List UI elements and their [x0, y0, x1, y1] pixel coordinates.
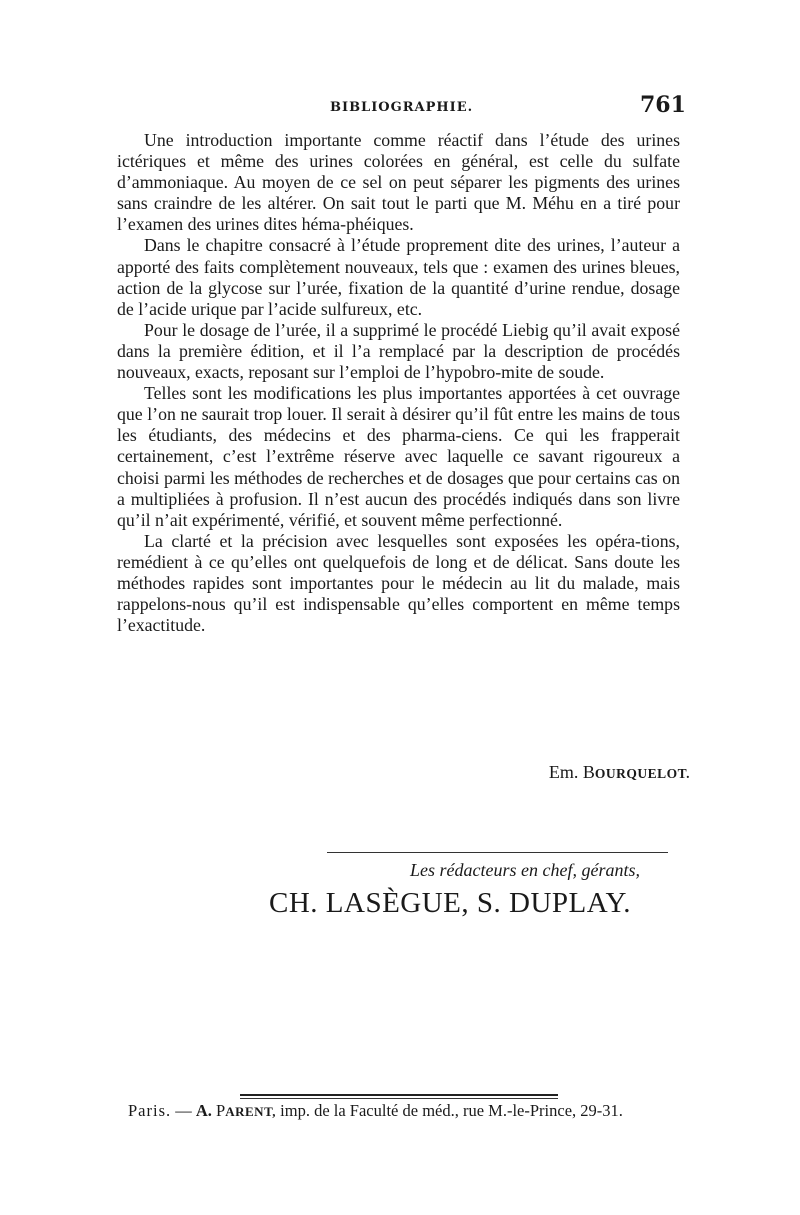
imprint-name-rest: ARENT,: [225, 1104, 277, 1119]
footer-rule-thin: [240, 1098, 558, 1099]
editors-names: CH. LASÈGUE, S. DUPLAY.: [269, 887, 631, 919]
imprint-initial: A.: [195, 1101, 212, 1120]
footer-rule-thick: [240, 1094, 558, 1096]
imprint-details: imp. de la Faculté de méd., rue M.-le-Prince, 29-31.: [280, 1101, 623, 1120]
author-signature: [480, 762, 690, 783]
page-header: [0, 92, 800, 122]
paragraph-1: Une introduction importante comme réactif dans l’étude des urines ictériques et même des urines colorées en général, est celle du sulfate d’ammoniaque. Au moyen de ce sel on peut séparer les pigments des urines sans craindre de les altérer. On sait tout le parti que M. Méhu en a tiré pour l’examen des urines dites héma-phéiques.: [117, 130, 680, 235]
page-number: 761: [640, 92, 686, 118]
imprint-dash: —: [175, 1101, 192, 1120]
signature-rest: OURQUELOT.: [594, 766, 690, 781]
running-title: BIBLIOGRAPHIE.: [330, 100, 474, 115]
review-body: [117, 130, 680, 636]
editors-caption: Les rédacteurs en chef, gérants,: [410, 860, 640, 880]
signature-initial: B: [582, 762, 595, 782]
divider-rule: [327, 852, 668, 853]
paragraph-4: Telles sont les modifications les plus importantes apportées à cet ouvrage que l’on ne saurait trop louer. Il serait à désirer qu’il fût entre les mains de tous les étudiants, des médecins et des pharma-ciens. Ce qui les frapperait certainement, c’est l’extrême réserve avec laquelle ce savant rigoureux a choisi parmi les méthodes de recherches et de dosages que pour certains cas on a multipliées à profusion. Il n’est aucun des procédés indiqués dans son livre qu’il n’ait expérimenté, vérifié, et souvent même perfectionné.: [117, 383, 680, 530]
printer-imprint: [128, 1101, 688, 1121]
imprint-name-first: P: [216, 1101, 226, 1120]
imprint-city: Paris.: [128, 1101, 172, 1120]
paragraph-3: Pour le dosage de l’urée, il a supprimé le procédé Liebig qu’il avait exposé dans la première édition, et il l’a remplacé par la description de procédés nouveaux, exacts, reposant sur l’emploi de l’hypobro-mite de soude.: [117, 319, 680, 383]
signature-prefix: Em.: [548, 762, 579, 782]
paragraph-5: La clarté et la précision avec lesquelles sont exposées les opéra-tions, remédient à ce qu’elles ont quelquefois de long et de délicat. Sans doute les méthodes rapides sont importantes pour le médecin au lit du malade, mais rappelons-nous qu’il est indispensable qu’elles comportent en même temps l’exactitude.: [117, 530, 680, 636]
paragraph-2: Dans le chapitre consacré à l’étude proprement dite des urines, l’auteur a apporté des faits complètement nouveaux, tels que : examen des urines bleues, action de la glycose sur l’urée, fixation de la quantité d’urine rendue, dosage de l’acide urique par l’acide sulfureux, etc.: [117, 235, 680, 319]
